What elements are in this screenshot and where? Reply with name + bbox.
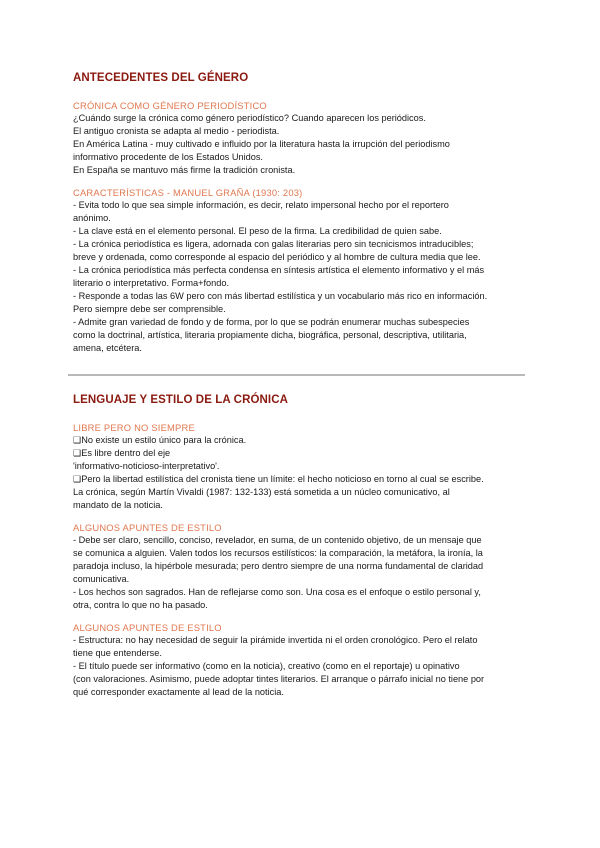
section-divider — [68, 374, 525, 376]
text-line: amena, etcétera. — [73, 343, 142, 353]
text-line: - Admite gran variedad de fondo y de forma, por lo que se podrán enumerar muchas subespecies — [73, 317, 470, 327]
text-line: se comunica a alguien. Valen todos los recursos estilísticos: la comparación, la metáfora, la ironía, la — [73, 548, 483, 558]
text-line: - La clave está en el elemento personal. El peso de la firma. La credibilidad de quien sabe. — [73, 226, 442, 236]
section-title: LENGUAJE Y ESTILO DE LA CRÓNICA — [73, 394, 289, 406]
text-line: En América Latina - muy cultivado e influido por la literatura hasta la irrupción del periodismo — [73, 139, 450, 149]
text-line: (con valoraciones. Asimismo, puede adoptar tintes literarios. El arranque o párrafo inicial no tiene por — [73, 674, 485, 684]
section-title: ANTECEDENTES DEL GÉNERO — [73, 72, 249, 84]
text-line: como la doctrinal, artística, literaria propiamente dicha, biográfica, personal, descriptiva, utilitaria, — [73, 330, 467, 340]
text-line: qué corresponder exactamente al lead de la noticia. — [73, 687, 284, 697]
text-line: - El título puede ser informativo (como en la noticia), creativo (como en el reportaje) u opinativo — [73, 661, 460, 671]
text-line: anónimo. — [73, 213, 111, 223]
subheading-cronica-genero: CRÓNICA COMO GÉNERO PERIODÍSTICO — [73, 100, 267, 111]
text-line: - La crónica periodística es ligera, adornada con galas literarias pero sin tecnicismos intraducibles; — [73, 239, 474, 249]
text-line: En España se mantuvo más firme la tradición cronista. — [73, 165, 296, 175]
text-line: informativo procedente de los Estados Unidos. — [73, 152, 263, 162]
subheading-caracteristicas: CARACTERÍSTICAS - MANUEL GRAÑA (1930: 203) — [73, 187, 303, 198]
text-line: - Debe ser claro, sencillo, conciso, revelador, en suma, de un contenido objetivo, de un mensaje que — [73, 535, 482, 545]
text-line: - Responde a todas las 6W pero con más libertad estilística y un vocabulario más rico en información. — [73, 291, 488, 301]
text-line: mandato de la noticia. — [73, 500, 163, 510]
text-line: La crónica, según Martín Vivaldi (1987: 132-133) está sometida a un núcleo comunicativo, al — [73, 487, 450, 497]
text-line: El antiguo cronista se adapta al medio - periodista. — [73, 126, 280, 136]
text-line: otra, contra lo que no ha pasado. — [73, 600, 208, 610]
text-line: - Evita todo lo que sea simple información, es decir, relato impersonal hecho por el reportero — [73, 200, 449, 210]
text-line: - Los hechos son sagrados. Han de reflejarse como son. Una cosa es el enfoque o estilo personal y, — [73, 587, 481, 597]
text-line: literario o interpretativo. Forma+fondo. — [73, 278, 230, 288]
bullet-line: ❑Es libre dentro del eje — [73, 448, 171, 458]
text-line: ¿Cuándo surge la crónica como género periodístico? Cuando aparecen los periódicos. — [73, 113, 426, 123]
subheading-apuntes-estilo: ALGUNOS APUNTES DE ESTILO — [73, 522, 222, 533]
text-line: breve y ordenada, como corresponde al espacio del periódico y al hombre de cultura media que lee. — [73, 252, 481, 262]
subheading-apuntes-estilo-2: ALGUNOS APUNTES DE ESTILO — [73, 622, 222, 633]
section-lenguaje-estilo — [73, 394, 533, 699]
subheading-libre: LIBRE PERO NO SIEMPRE — [73, 422, 195, 433]
bullet-line: ❑No existe un estilo único para la crónica. — [73, 435, 247, 445]
text-line: comunicativa. — [73, 574, 130, 584]
bullet-line: ❑Pero la libertad estilística del cronista tiene un límite: el hecho noticioso en torno al cual se escribe. — [73, 474, 484, 484]
text-line: tiene que entenderse. — [73, 648, 162, 658]
text-line: paradoja incluso, la hipérbole mesurada; pero dentro siempre de una norma fundamental de claridad — [73, 561, 484, 571]
text-line: Pero siempre debe ser comprensible. — [73, 304, 226, 314]
text-line: 'informativo-noticioso-interpretativo'. — [73, 461, 220, 471]
text-line: - Estructura: no hay necesidad de seguir la pirámide invertida ni el orden cronológico. Pero el relato — [73, 635, 478, 645]
section-antecedentes — [73, 72, 533, 355]
text-line: - La crónica periodística más perfecta condensa en síntesis artística el elemento informativo y el más — [73, 265, 485, 275]
